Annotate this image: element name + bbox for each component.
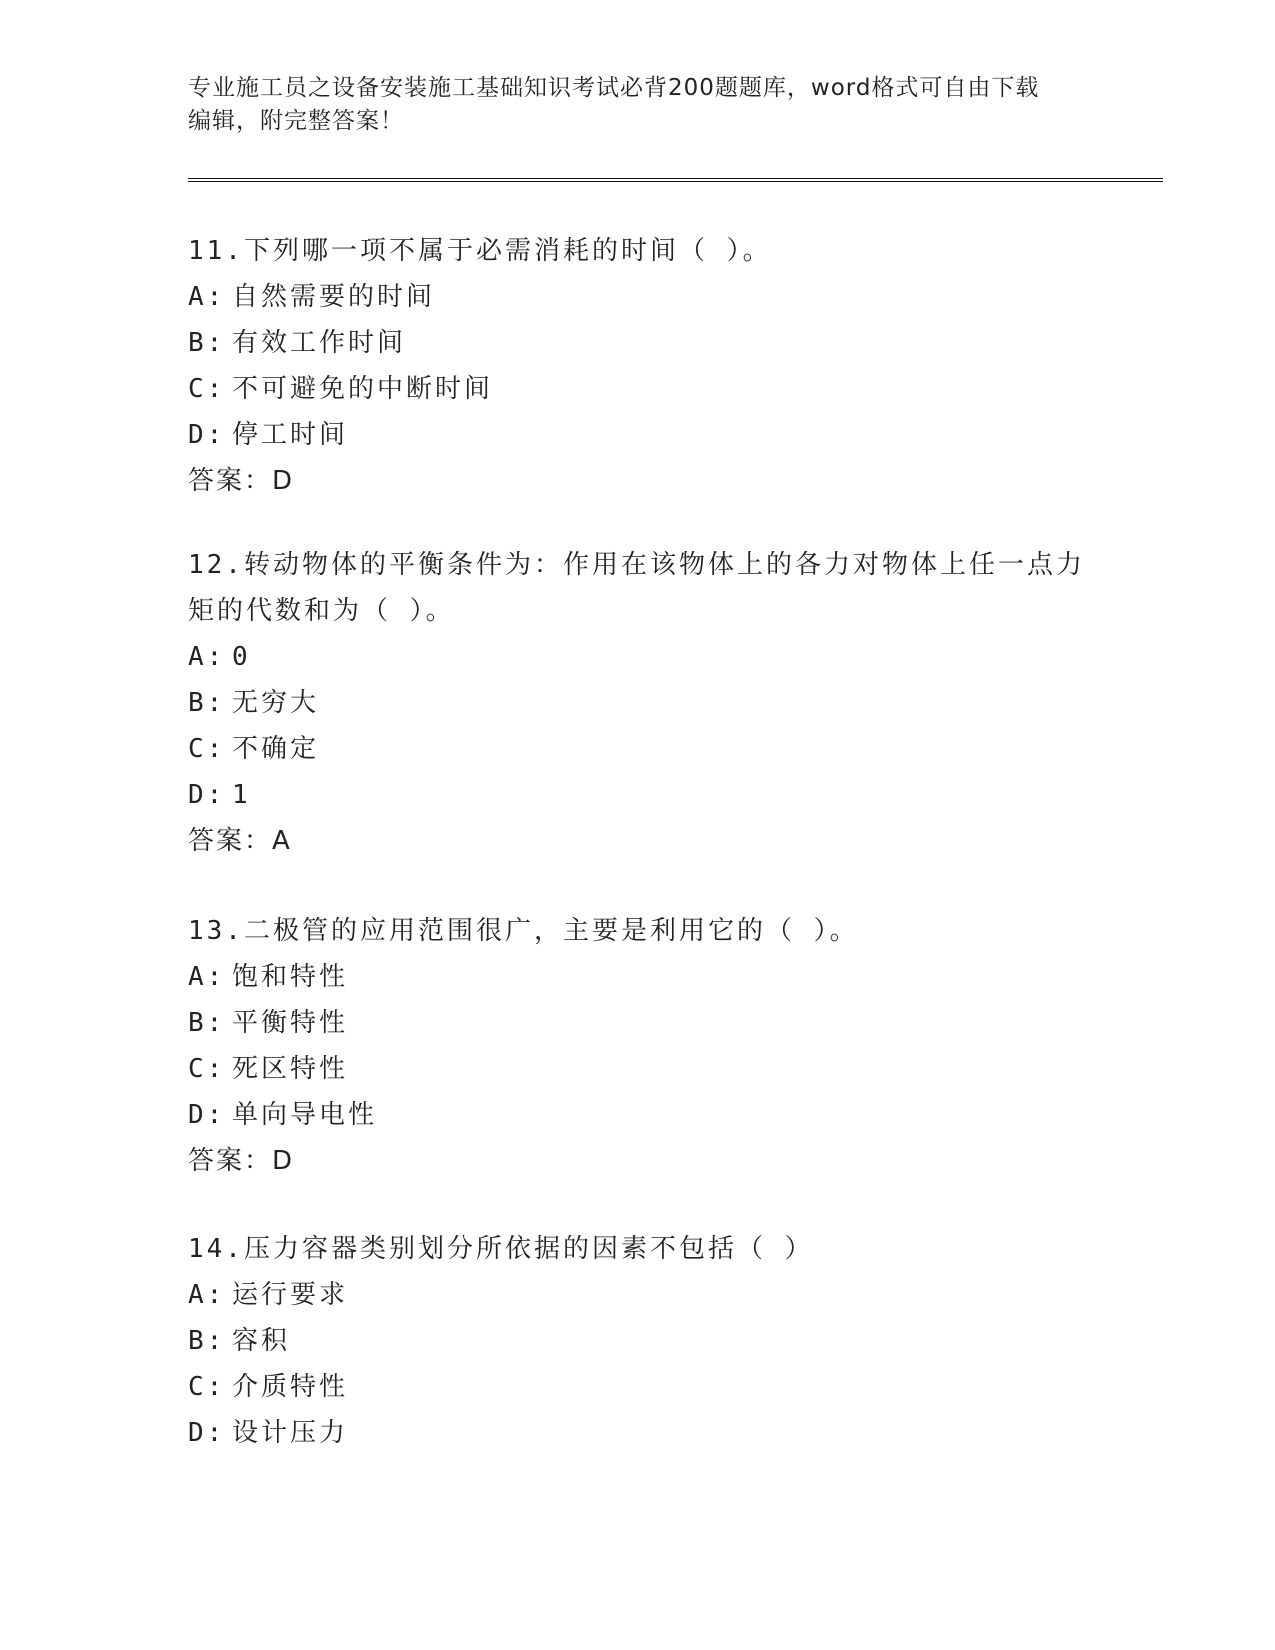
option-d (188, 772, 1088, 818)
option-label: B: (188, 328, 226, 358)
option-label: B: (188, 1008, 226, 1038)
document-header (188, 72, 1068, 138)
option-label: A: (188, 962, 226, 992)
option-label: B: (188, 688, 226, 718)
question-11 (188, 228, 1088, 504)
question-stem: 13.二极管的应用范围很广，主要是利用它的（ ）。 (188, 916, 859, 946)
option-text: 0 (232, 642, 251, 672)
option-text: 不可避免的中断时间 (232, 374, 494, 404)
option-text: 死区特性 (232, 1054, 349, 1084)
option-text: 设计压力 (232, 1418, 349, 1448)
option-a (188, 634, 1088, 680)
option-label: C: (188, 1054, 226, 1084)
option-text: 不确定 (232, 734, 320, 764)
option-text: 有效工作时间 (232, 328, 407, 358)
option-c (188, 1364, 1088, 1410)
option-label: A: (188, 1280, 226, 1310)
answer: 答案：A (188, 826, 292, 856)
option-label: D: (188, 420, 226, 450)
option-a (188, 274, 1088, 320)
option-c (188, 366, 1088, 412)
question-14 (188, 1226, 1088, 1456)
option-a (188, 954, 1088, 1000)
option-label: C: (188, 374, 226, 404)
header-line: 编辑，附完整答案！ (188, 108, 404, 134)
question-12 (188, 542, 1088, 864)
question-stem: 14.压力容器类别划分所依据的因素不包括（ ） (188, 1234, 814, 1264)
option-text: 容积 (232, 1326, 291, 1356)
answer: 答案：D (188, 1146, 295, 1176)
option-text: 自然需要的时间 (232, 282, 436, 312)
option-label: B: (188, 1326, 226, 1356)
option-c (188, 726, 1088, 772)
option-b (188, 320, 1088, 366)
answer: 答案：D (188, 466, 295, 496)
option-b (188, 1000, 1088, 1046)
question-stem: 矩的代数和为（ ）。 (188, 596, 455, 626)
option-label: A: (188, 282, 226, 312)
option-d (188, 412, 1088, 458)
option-label: C: (188, 734, 226, 764)
header-divider (188, 178, 1163, 182)
option-label: D: (188, 780, 226, 810)
option-d (188, 1092, 1088, 1138)
option-text: 无穷大 (232, 688, 320, 718)
option-text: 1 (232, 780, 251, 810)
question-stem: 12.转动物体的平衡条件为：作用在该物体上的各力对物体上任一点力 (188, 550, 1085, 580)
option-text: 介质特性 (232, 1372, 349, 1402)
question-stem: 11.下列哪一项不属于必需消耗的时间（ ）。 (188, 236, 772, 266)
option-b (188, 1318, 1088, 1364)
option-a (188, 1272, 1088, 1318)
option-b (188, 680, 1088, 726)
header-line: 专业施工员之设备安装施工基础知识考试必背200题题库，word格式可自由下载 (188, 75, 1040, 101)
option-text: 运行要求 (232, 1280, 349, 1310)
option-text: 平衡特性 (232, 1008, 349, 1038)
question-13 (188, 908, 1088, 1184)
option-label: D: (188, 1100, 226, 1130)
option-label: D: (188, 1418, 226, 1448)
option-c (188, 1046, 1088, 1092)
option-text: 饱和特性 (232, 962, 349, 992)
option-label: A: (188, 642, 226, 672)
option-text: 单向导电性 (232, 1100, 378, 1130)
option-text: 停工时间 (232, 420, 349, 450)
option-label: C: (188, 1372, 226, 1402)
option-d (188, 1410, 1088, 1456)
